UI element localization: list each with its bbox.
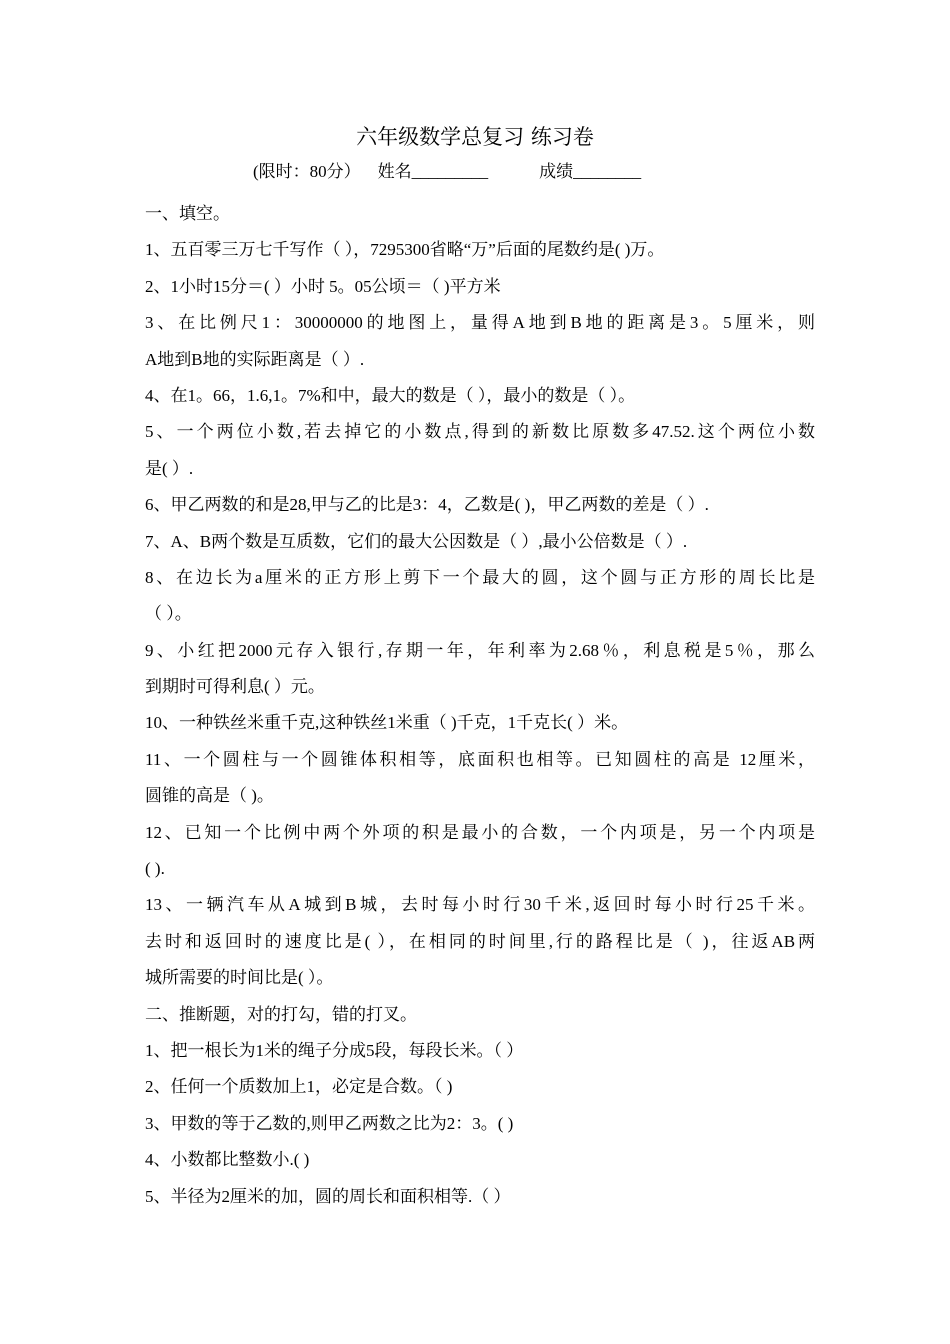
question-line: 1、把一根长为1米的绳子分成5段，每段长米。（ ） bbox=[145, 1040, 524, 1060]
time-limit: (限时：80分） bbox=[253, 162, 361, 181]
name-blank[interactable]: _________ bbox=[411, 162, 489, 181]
score-blank[interactable]: ________ bbox=[573, 162, 642, 181]
section-heading: 二、推断题，对的打勾，错的打叉。 bbox=[145, 1004, 417, 1024]
question-line: 9、小红把2000元存入银行,存期一年，年利率为2.68％，利息税是5％，那么 bbox=[145, 640, 815, 660]
question-line: 去时和返回时的速度比是( ），在相同的时间里,行的路程比是（ )，往返AB两 bbox=[145, 931, 815, 951]
question-line: 5、一个两位小数,若去掉它的小数点,得到的新数比原数多47.52.这个两位小数 bbox=[145, 422, 815, 442]
question-list bbox=[145, 196, 815, 1215]
question-line: （ ）。 bbox=[145, 604, 192, 624]
question-line: 5、半径为2厘米的加，圆的周长和面积相等.（ ） bbox=[145, 1186, 511, 1206]
section-heading: 一、填空。 bbox=[145, 204, 230, 223]
name-label: 姓名 bbox=[377, 162, 412, 181]
exam-header bbox=[253, 160, 641, 184]
page-title: 六年级数学总复习 练习卷 bbox=[356, 125, 594, 149]
question-line: 4、在1。66，1.6,1。7%和中，最大的数是（ ），最小的数是（ ）。 bbox=[145, 385, 636, 405]
question-line: 3、在比例尺1：30000000的地图上，量得A地到B地的距离是3。5厘米，则 bbox=[145, 313, 815, 333]
question-line: 2、任何一个质数加上1，必定是合数。（ ) bbox=[145, 1077, 453, 1097]
question-line: 13、一辆汽车从A城到B城，去时每小时行30千米,返回时每小时行25千米。 bbox=[145, 895, 815, 915]
question-line: 城所需要的时间比是( ）。 bbox=[145, 968, 334, 988]
question-line: 10、一种铁丝米重千克,这种铁丝1米重（ )千克，1千克长( ）米。 bbox=[145, 713, 629, 733]
question-line: 1、五百零三万七千写作（ ），7295300省略“万”后面的尾数约是( )万。 bbox=[145, 240, 665, 260]
question-line: 是( ）. bbox=[145, 458, 194, 478]
question-line: 7、A、B两个数是互质数，它们的最大公因数是（ ）,最小公倍数是（ ）. bbox=[145, 531, 688, 551]
question-line: 6、甲乙两数的和是28,甲与乙的比是3：4，乙数是( )，甲乙两数的差是（ ）. bbox=[145, 495, 709, 515]
question-line: A地到B地的实际距离是（ ）. bbox=[145, 349, 365, 369]
question-line: 到期时可得利息( ）元。 bbox=[145, 677, 325, 697]
question-line: 11、一个圆柱与一个圆锥体积相等，底面积也相等。已知圆柱的高是 12厘米， bbox=[145, 749, 815, 769]
question-line: 2、1小时15分＝( ）小时 5。05公顷＝（ )平方米 bbox=[145, 276, 501, 296]
question-line: 8、在边长为a厘米的正方形上剪下一个最大的圆，这个圆与正方形的周长比是 bbox=[145, 567, 815, 587]
question-line: 圆锥的高是（ )。 bbox=[145, 786, 274, 806]
question-line: 12、已知一个比例中两个外项的积是最小的合数，一个内项是，另一个内项是 bbox=[145, 822, 815, 842]
question-line: ( ). bbox=[145, 859, 165, 879]
question-line: 4、小数都比整数小.( ) bbox=[145, 1150, 310, 1170]
score-label: 成绩 bbox=[539, 162, 574, 181]
question-line: 3、甲数的等于乙数的,则甲乙两数之比为2：3。( ) bbox=[145, 1113, 514, 1133]
